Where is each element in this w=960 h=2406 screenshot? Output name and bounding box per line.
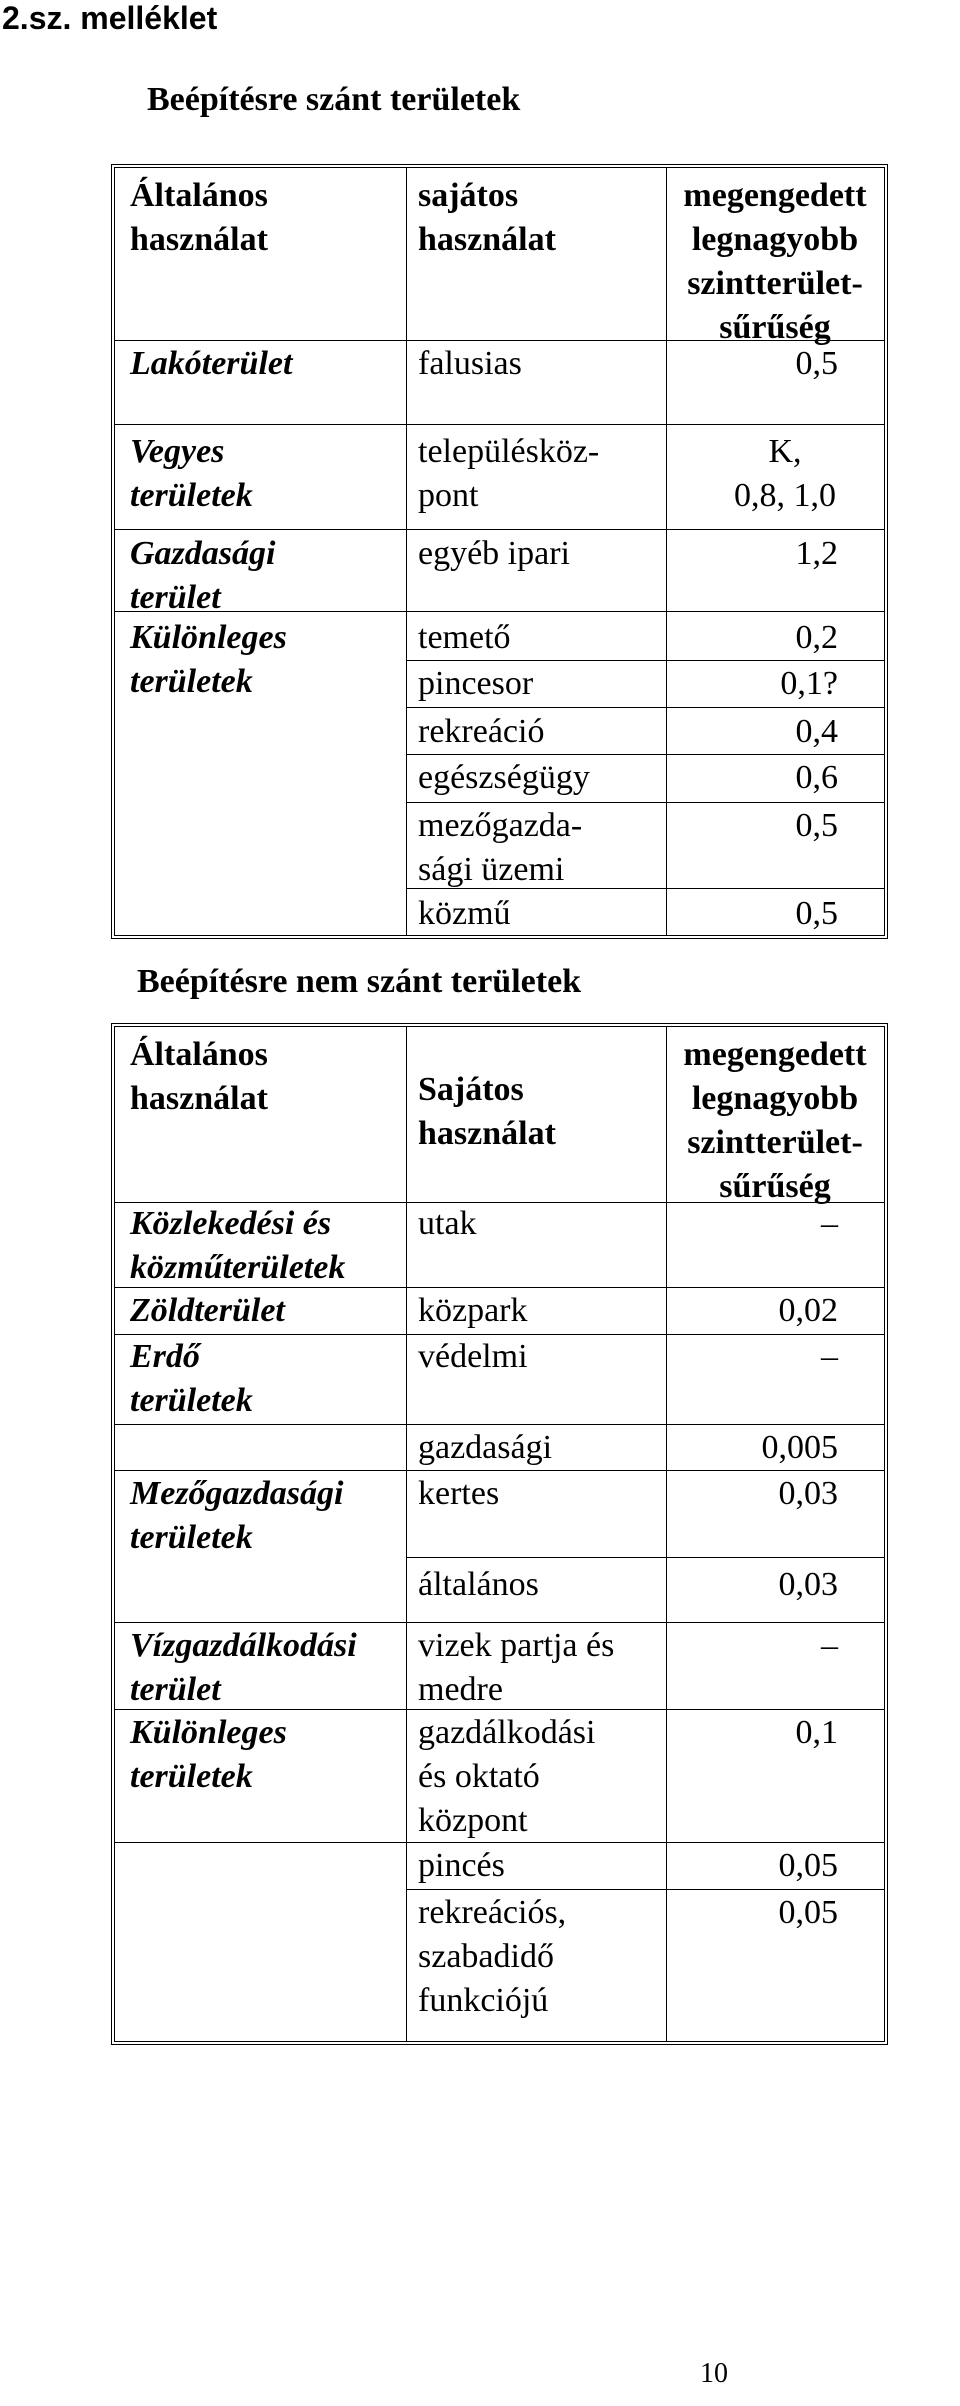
table1-divider: [406, 802, 884, 803]
table2-divider: [115, 1470, 884, 1471]
table2-cell-general: Erdő területek: [130, 1338, 253, 1419]
table1-cell-value: 0,5: [795, 345, 838, 382]
table1-cell-specific: falusias: [418, 345, 522, 382]
table2-cell-value: –: [821, 1627, 838, 1664]
table1-cell-specific: településköz- pont: [418, 433, 600, 514]
table1-divider: [115, 529, 884, 530]
table2-cell-specific: általános: [418, 1566, 539, 1603]
table2-cell-general: Közlekedési és közműterületek: [130, 1205, 346, 1286]
annex-label: 2.sz. melléklet: [2, 0, 218, 36]
table1-cell-general: Különleges területek: [130, 619, 287, 700]
table1-cell-value: 0,5: [795, 807, 838, 844]
table1-divider: [406, 754, 884, 755]
table2-cell-specific: védelmi: [418, 1338, 528, 1375]
table2-cell-value: 0,1: [795, 1714, 838, 1751]
table2-header-general: Általános használat: [130, 1036, 268, 1117]
table2-cell-specific: utak: [418, 1205, 477, 1242]
table2-cell-general: Mezőgazdasági területek: [130, 1475, 344, 1556]
table1-divider: [406, 660, 884, 661]
table1-cell-general: Gazdasági terület: [130, 535, 276, 616]
table2-cell-value: –: [821, 1338, 838, 1375]
table2-cell-value: 0,05: [778, 1847, 838, 1884]
table1-divider: [406, 707, 884, 708]
table2-cell-specific: gazdasági: [418, 1429, 553, 1466]
table2-cell-value: 0,03: [778, 1475, 838, 1512]
table2-cell-specific: kertes: [418, 1475, 500, 1512]
table2-cell-value: 0,005: [761, 1429, 838, 1466]
table2-cell-value: –: [821, 1205, 838, 1242]
table2-divider: [406, 1889, 884, 1890]
table2-cell-specific: rekreációs, szabadidő funkciójú: [418, 1894, 567, 2019]
table2-divider: [115, 1424, 884, 1425]
table1-cell-specific: pincesor: [418, 665, 534, 702]
table2-divider: [115, 1622, 884, 1623]
table1-cell-specific: egyéb ipari: [418, 535, 570, 572]
table1-cell-value: 0,2: [795, 619, 838, 656]
table1-cell-value: K, 0,8, 1,0: [734, 433, 836, 514]
table2-cell-general: Vízgazdálkodási terület: [130, 1627, 357, 1708]
table2-cell-general: Különleges területek: [130, 1714, 287, 1795]
table2-header-specific: Sajátos használat: [418, 1071, 556, 1152]
table2-cell-specific: közpark: [418, 1292, 528, 1329]
table1-cell-specific: egészségügy: [418, 759, 590, 796]
table2-header-value: megengedett legnagyobb szintterület- sűrűség: [683, 1036, 867, 1205]
table2-cell-specific: vizek partja és medre: [418, 1627, 615, 1708]
table2-cell-value: 0,03: [778, 1566, 838, 1603]
table2-cell-value: 0,02: [778, 1292, 838, 1329]
table1-cell-general: Vegyes területek: [130, 433, 253, 514]
table1-cell-specific: rekreáció: [418, 713, 545, 750]
table2-cell-general: Zöldterület: [130, 1292, 285, 1329]
table1-divider: [666, 168, 667, 935]
table1-cell-value: 0,4: [795, 713, 838, 750]
table1-header-value: megengedett legnagyobb szintterület- sűrűség: [683, 177, 867, 346]
table1-cell-specific: temető: [418, 619, 511, 656]
table1-cell-specific: közmű: [418, 895, 511, 932]
table1-cell-value: 0,1?: [780, 665, 838, 702]
table1-divider: [115, 424, 884, 425]
table1-cell-general: Lakóterület: [130, 345, 293, 382]
table2-divider: [406, 1557, 884, 1558]
table2-cell-specific: gazdálkodási és oktató központ: [418, 1714, 596, 1839]
page-number: 10: [700, 2358, 728, 2389]
table1-title: Beépítésre szánt területek: [147, 81, 521, 118]
table2-cell-value: 0,05: [778, 1894, 838, 1931]
table1-cell-value: 1,2: [795, 535, 838, 572]
table1-header-general: Általános használat: [130, 177, 268, 258]
table1-divider: [406, 168, 407, 935]
table1-cell-specific: mezőgazda- sági üzemi: [418, 807, 583, 888]
table2-cell-specific: pincés: [418, 1847, 505, 1884]
table1-cell-value: 0,5: [795, 895, 838, 932]
table1-cell-value: 0,6: [795, 759, 838, 796]
table1-header-specific: sajátos használat: [418, 177, 556, 258]
table2-title: Beépítésre nem szánt területek: [137, 963, 582, 1000]
